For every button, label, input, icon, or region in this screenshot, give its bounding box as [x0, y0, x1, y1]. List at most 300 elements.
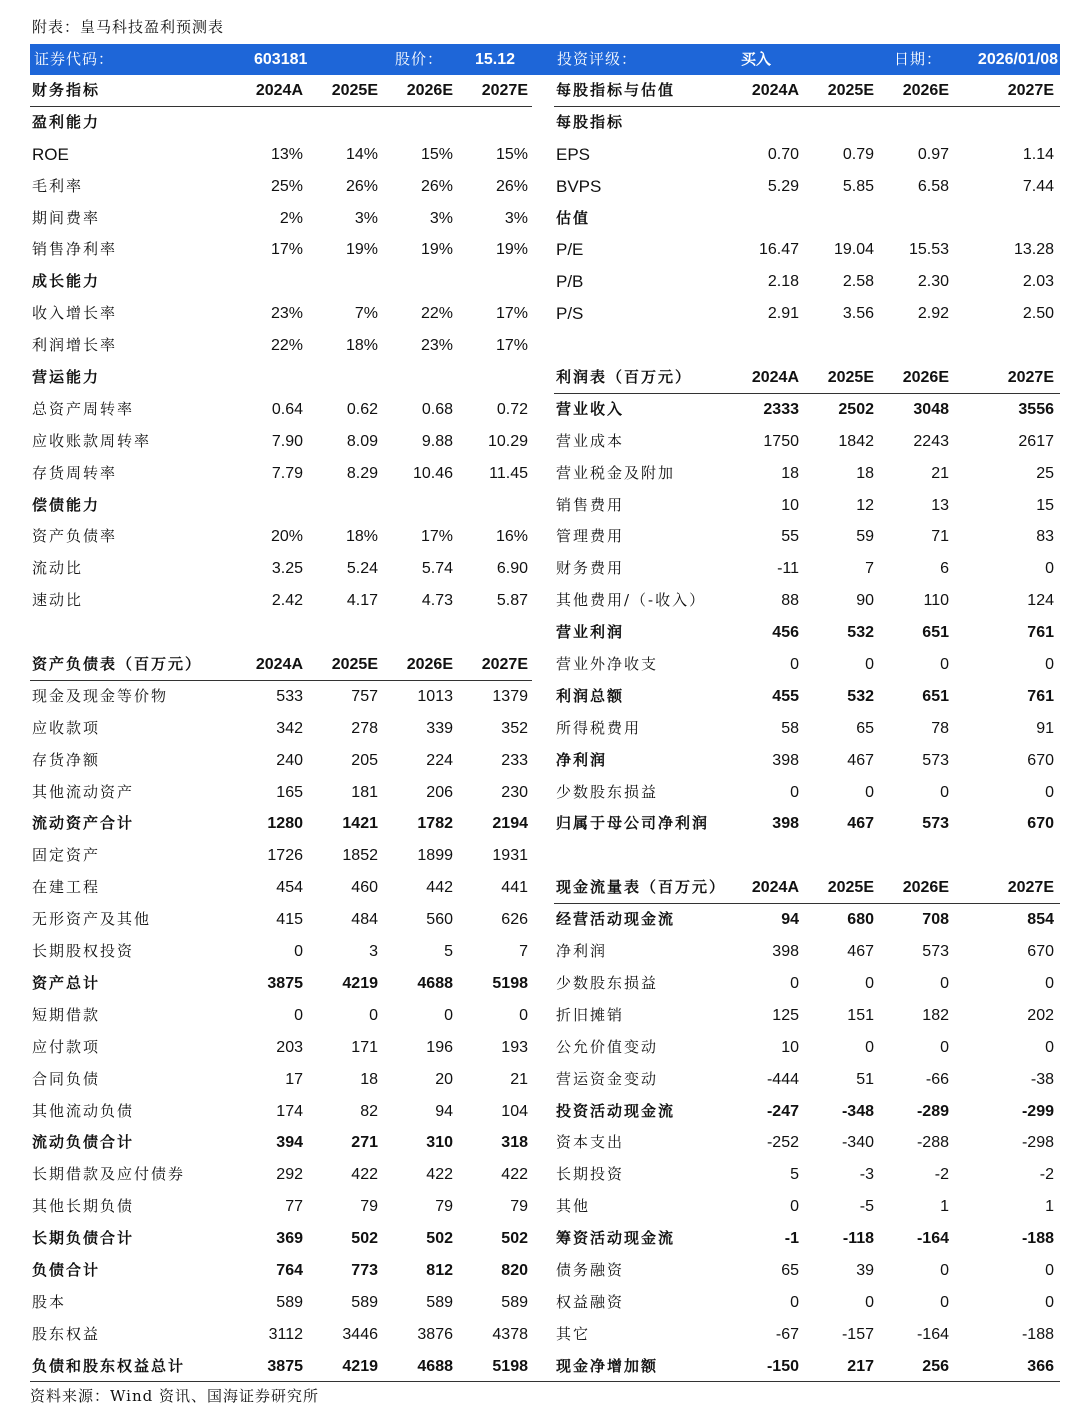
row-label: 折旧摊销 — [556, 1005, 625, 1024]
cell-value: 467 — [847, 943, 874, 961]
cell-value: 20% — [270, 528, 303, 546]
table-row — [554, 649, 1060, 681]
table-row — [554, 681, 1060, 713]
row-label: 营运能力 — [32, 368, 101, 387]
report-date: 2026/01/08 — [977, 51, 1058, 68]
cell-value: 532 — [847, 624, 874, 642]
table-row — [30, 840, 532, 872]
cell-value: 5.85 — [842, 177, 874, 195]
row-label: 财务指标 — [32, 81, 101, 99]
cell-value: 2025E — [827, 82, 874, 99]
cell-value: 9.88 — [421, 432, 453, 450]
table-row — [554, 1032, 1060, 1064]
cell-value: 91 — [1036, 719, 1054, 737]
cell-value: 5.74 — [421, 560, 453, 578]
cell-value: 65 — [856, 719, 874, 737]
cell-value: 3112 — [268, 1325, 303, 1343]
cell-value: 352 — [501, 719, 528, 737]
row-label: 财务费用 — [556, 559, 625, 578]
cell-value: 193 — [501, 1038, 528, 1056]
row-label: 速动比 — [32, 591, 84, 610]
table-row — [554, 1191, 1060, 1223]
cell-value: -2 — [934, 1166, 949, 1184]
table-row — [30, 777, 532, 809]
row-label: 公允价值变动 — [556, 1037, 659, 1056]
cell-value: -66 — [925, 1070, 949, 1088]
table-row — [30, 171, 532, 203]
section-heading — [30, 490, 532, 522]
cell-value: 670 — [1027, 815, 1054, 833]
table-row — [30, 1064, 532, 1096]
table-row — [554, 521, 1060, 553]
cell-value: -118 — [842, 1230, 874, 1248]
cell-value: 0 — [865, 1038, 874, 1056]
cell-value: 2.58 — [842, 273, 874, 291]
row-label: 现金流量表（百万元） — [556, 878, 727, 897]
row-label: 存货净额 — [32, 750, 101, 769]
cell-value: 7 — [865, 560, 874, 578]
table-row — [30, 203, 532, 235]
cell-value: 90 — [856, 592, 874, 610]
table-row — [30, 681, 532, 713]
row-label: 经营活动现金流 — [556, 910, 676, 929]
cell-value: 110 — [923, 592, 949, 610]
cell-value: -188 — [1021, 1230, 1054, 1248]
table-row — [30, 1351, 532, 1383]
table-row — [554, 713, 1060, 745]
cell-value: 502 — [426, 1230, 453, 1248]
cell-value: 151 — [847, 1006, 874, 1024]
cell-value: 17 — [285, 1070, 303, 1088]
cell-value: 94 — [781, 911, 799, 929]
row-label: 合同负债 — [32, 1069, 101, 1088]
row-label: 所得税费用 — [556, 718, 642, 737]
cell-value: 415 — [276, 911, 303, 929]
row-label: 管理费用 — [556, 527, 625, 546]
cell-value: 26% — [345, 177, 378, 195]
row-label: 销售费用 — [556, 495, 625, 514]
table-row — [30, 1223, 532, 1255]
row-label: 无形资产及其他 — [32, 910, 152, 929]
row-label: 净利润 — [556, 750, 608, 769]
source-note: 资料来源：Wind 资讯、国海证券研究所 — [30, 1381, 1060, 1406]
cell-value: 15 — [1036, 496, 1054, 514]
cell-value: 59 — [856, 528, 874, 546]
cell-value: 4.17 — [346, 592, 378, 610]
row-label: 营业利润 — [556, 623, 625, 642]
table-header-row — [554, 362, 1060, 394]
cell-value: 2026E — [902, 82, 949, 99]
cell-value: 25% — [270, 177, 303, 195]
cell-value: 0 — [1045, 1293, 1054, 1311]
cell-value: 1 — [940, 1198, 949, 1216]
table-row — [30, 426, 532, 458]
cell-value: 0 — [940, 656, 949, 674]
row-label: 股东权益 — [32, 1324, 101, 1343]
table-row — [30, 585, 532, 617]
cell-value: 19% — [420, 241, 453, 259]
table-row — [554, 139, 1060, 171]
cell-value: 0 — [790, 656, 799, 674]
stock-price: 15.12 — [475, 51, 516, 68]
row-label: 资本支出 — [556, 1133, 625, 1152]
cell-value: 71 — [931, 528, 949, 546]
table-row — [554, 1064, 1060, 1096]
cell-value: 181 — [351, 783, 378, 801]
cell-value: -38 — [1030, 1070, 1054, 1088]
cell-value: 19% — [345, 241, 378, 259]
cell-value: 342 — [276, 719, 303, 737]
cell-value: 589 — [351, 1293, 378, 1311]
cell-value: 589 — [276, 1293, 303, 1311]
cell-value: 0 — [1045, 656, 1054, 674]
cell-value: 78 — [931, 719, 949, 737]
cell-value: 11.45 — [489, 464, 528, 482]
section-heading — [554, 107, 1060, 139]
cell-value: 3875 — [267, 1357, 303, 1375]
cell-value: 1013 — [417, 687, 453, 705]
table-row — [554, 426, 1060, 458]
table-row — [30, 458, 532, 490]
cell-value: 17% — [270, 241, 303, 259]
table-row — [30, 1096, 532, 1128]
cell-value: -164 — [916, 1230, 949, 1248]
cell-value: 1379 — [492, 687, 528, 705]
cell-value: 18% — [345, 337, 378, 355]
cell-value: 4219 — [342, 1357, 378, 1375]
code-label: 证券代码： — [34, 50, 115, 68]
cell-value: 366 — [1027, 1357, 1054, 1375]
cell-value: 1726 — [267, 847, 303, 865]
cell-value: 206 — [426, 783, 453, 801]
cell-value: 3 — [369, 943, 378, 961]
cell-value: 16.47 — [758, 241, 799, 259]
cell-value: 708 — [922, 911, 949, 929]
cell-value: 573 — [922, 751, 949, 769]
cell-value: 2027E — [481, 82, 528, 99]
cell-value: 125 — [772, 1006, 799, 1024]
row-label: 总资产周转率 — [32, 399, 135, 418]
cell-value: 502 — [351, 1230, 378, 1248]
table-row — [554, 808, 1060, 840]
cell-value: 5198 — [492, 1357, 528, 1375]
table-row — [30, 904, 532, 936]
cell-value: 10 — [781, 496, 799, 514]
row-label: 筹资活动现金流 — [556, 1229, 676, 1248]
cell-value: 398 — [772, 751, 799, 769]
row-label: 每股指标与估值 — [556, 81, 676, 99]
cell-value: 2617 — [1018, 432, 1054, 450]
cell-value: 240 — [276, 751, 303, 769]
cell-value: 651 — [922, 687, 949, 705]
row-label: 营业外净收支 — [556, 655, 659, 674]
cell-value: -298 — [1021, 1134, 1054, 1152]
cell-value: 2.18 — [767, 273, 799, 291]
cell-value: 26% — [420, 177, 453, 195]
cell-value: 3.56 — [842, 305, 874, 323]
row-label: 债务融资 — [556, 1260, 625, 1279]
row-label: 利润表（百万元） — [556, 368, 693, 387]
cell-value: 25 — [1036, 464, 1054, 482]
cell-value: 21 — [510, 1070, 528, 1088]
cell-value: 6 — [940, 560, 949, 578]
row-label: 在建工程 — [32, 878, 101, 897]
cell-value: 22% — [420, 305, 453, 323]
cell-value: 55 — [781, 528, 799, 546]
row-label: 期间费率 — [32, 208, 101, 227]
cell-value: 230 — [501, 783, 528, 801]
cell-value: 0 — [790, 1293, 799, 1311]
cell-value: 454 — [276, 879, 303, 897]
cell-value: 51 — [856, 1070, 874, 1088]
cell-value: -150 — [766, 1357, 799, 1375]
cell-value: 0 — [1045, 1038, 1054, 1056]
cell-value: -340 — [841, 1134, 874, 1152]
cell-value: 533 — [276, 687, 303, 705]
cell-value: 0 — [865, 656, 874, 674]
cell-value: -1 — [784, 1230, 799, 1248]
row-label: 长期负债合计 — [32, 1229, 135, 1248]
table-row — [30, 968, 532, 1000]
cell-value: 5.24 — [346, 560, 378, 578]
cell-value: 7% — [354, 305, 378, 323]
cell-value: 292 — [276, 1166, 303, 1184]
cell-value: 79 — [435, 1198, 453, 1216]
row-label: 股本 — [32, 1292, 67, 1311]
cell-value: 16% — [495, 528, 528, 546]
cell-value: 278 — [351, 719, 378, 737]
table-row — [554, 553, 1060, 585]
row-label: 其他费用/（-收入） — [556, 591, 707, 610]
cell-value: 532 — [847, 687, 874, 705]
row-label: 流动资产合计 — [32, 814, 135, 833]
table-row — [554, 1287, 1060, 1319]
cell-value: 812 — [426, 1261, 453, 1279]
cell-value: 271 — [351, 1134, 378, 1152]
cell-value: 484 — [351, 911, 378, 929]
row-label: BVPS — [556, 176, 602, 196]
cell-value: 441 — [501, 879, 528, 897]
cell-value: -11 — [777, 560, 799, 578]
cell-value: 7.44 — [1022, 177, 1054, 195]
row-label: 利润增长率 — [32, 336, 118, 355]
cell-value: 1782 — [417, 815, 453, 833]
row-label: 盈利能力 — [32, 112, 101, 131]
cell-value: 0 — [940, 974, 949, 992]
row-label: 利润总额 — [556, 686, 625, 705]
row-label: 负债合计 — [32, 1260, 101, 1279]
table-row — [30, 521, 532, 553]
row-label: 营运资金变动 — [556, 1069, 659, 1088]
cell-value: 5.87 — [496, 592, 528, 610]
cell-value: 13% — [270, 145, 303, 163]
cell-value: 18 — [856, 464, 874, 482]
cell-value: 2026E — [406, 656, 453, 674]
left-table — [30, 75, 532, 1383]
cell-value: 670 — [1027, 751, 1054, 769]
cell-value: 0 — [1045, 783, 1054, 801]
cell-value: 196 — [426, 1038, 453, 1056]
cell-value: 761 — [1027, 624, 1054, 642]
cell-value: 0 — [865, 974, 874, 992]
table-row — [30, 936, 532, 968]
cell-value: 2027E — [481, 656, 528, 674]
table-row — [30, 1191, 532, 1223]
cell-value: 0.97 — [917, 145, 949, 163]
cell-value: 6.90 — [496, 560, 528, 578]
cell-value: 0.64 — [271, 400, 303, 418]
cell-value: 589 — [426, 1293, 453, 1311]
table-row — [554, 1000, 1060, 1032]
cell-value: 20 — [435, 1070, 453, 1088]
cell-value: 1280 — [267, 815, 303, 833]
cell-value: 467 — [847, 751, 874, 769]
cell-value: 202 — [1027, 1006, 1054, 1024]
section-heading — [30, 266, 532, 298]
cell-value: 2243 — [913, 432, 949, 450]
page-title: 附表：皇马科技盈利预测表 — [32, 18, 225, 36]
table-row — [554, 904, 1060, 936]
cell-value: 0 — [369, 1006, 378, 1024]
cell-value: 2027E — [1007, 369, 1054, 387]
cell-value: -348 — [841, 1102, 874, 1120]
table-row — [554, 298, 1060, 330]
date-label: 日期： — [894, 50, 943, 68]
row-label: 固定资产 — [32, 846, 101, 865]
cell-value: 13.28 — [1013, 241, 1054, 259]
cell-value: -444 — [766, 1070, 799, 1088]
cell-value: 2026E — [406, 82, 453, 99]
cell-value: 1750 — [763, 432, 799, 450]
table-row — [30, 234, 532, 266]
row-label: 应付款项 — [32, 1037, 101, 1056]
cell-value: 2024A — [751, 369, 799, 387]
table-row — [30, 1159, 532, 1191]
cell-value: 573 — [922, 815, 949, 833]
cell-value: 670 — [1027, 943, 1054, 961]
cell-value: 0.79 — [842, 145, 874, 163]
cell-value: 14% — [345, 145, 378, 163]
cell-value: 205 — [351, 751, 378, 769]
cell-value: 19% — [495, 241, 528, 259]
cell-value: 2025E — [331, 82, 378, 99]
cell-value: 398 — [772, 815, 799, 833]
cell-value: 22% — [270, 337, 303, 355]
row-label: 偿债能力 — [32, 495, 101, 514]
cell-value: 2502 — [838, 400, 874, 418]
cell-value: 17% — [495, 305, 528, 323]
row-label: 现金净增加额 — [556, 1356, 659, 1375]
table-row — [554, 458, 1060, 490]
cell-value: 1.14 — [1022, 145, 1054, 163]
row-label: 收入增长率 — [32, 304, 118, 323]
cell-value: 171 — [351, 1038, 378, 1056]
cell-value: 5 — [444, 943, 453, 961]
cell-value: 773 — [351, 1261, 378, 1279]
cell-value: 8.09 — [346, 432, 378, 450]
cell-value: -3 — [859, 1166, 874, 1184]
cell-value: 58 — [781, 719, 799, 737]
rating-value: 买入 — [741, 50, 772, 68]
cell-value: 310 — [426, 1134, 453, 1152]
cell-value: 7.90 — [271, 432, 303, 450]
cell-value: -288 — [916, 1134, 949, 1152]
cell-value: 573 — [922, 943, 949, 961]
summary-bar — [30, 44, 1060, 75]
cell-value: 3048 — [913, 400, 949, 418]
row-label: 其他流动负债 — [32, 1101, 135, 1120]
row-label: 流动负债合计 — [32, 1133, 135, 1152]
table-row — [30, 330, 532, 362]
cell-value: 13 — [931, 496, 949, 514]
cell-value: 23% — [270, 305, 303, 323]
row-label: 投资活动现金流 — [556, 1101, 676, 1120]
cell-value: -252 — [766, 1134, 799, 1152]
cell-value: 15.53 — [908, 241, 949, 259]
row-label: 应收账款周转率 — [32, 431, 152, 450]
table-row — [30, 745, 532, 777]
table-row — [554, 394, 1060, 426]
row-label: 成长能力 — [32, 272, 101, 291]
cell-value: 0 — [940, 1261, 949, 1279]
row-label: 存货周转率 — [32, 463, 118, 482]
cell-value: 18% — [345, 528, 378, 546]
cell-value: 83 — [1036, 528, 1054, 546]
cell-value: 3556 — [1018, 400, 1054, 418]
table-row — [30, 1287, 532, 1319]
cell-value: 2.03 — [1022, 273, 1054, 291]
row-label: 长期投资 — [556, 1165, 625, 1184]
cell-value: 2027E — [1007, 879, 1054, 897]
table-row — [554, 1223, 1060, 1255]
cell-value: 0.70 — [767, 145, 799, 163]
table-row — [30, 713, 532, 745]
cell-value: 10.46 — [412, 464, 453, 482]
cell-value: 0 — [1045, 974, 1054, 992]
cell-value: 17% — [420, 528, 453, 546]
cell-value: 1421 — [342, 815, 378, 833]
row-label: 资产总计 — [32, 973, 101, 992]
row-label: 长期股权投资 — [32, 942, 135, 961]
cell-value: 0 — [940, 1293, 949, 1311]
cell-value: 422 — [426, 1166, 453, 1184]
cell-value: 23% — [420, 337, 453, 355]
row-label: 短期借款 — [32, 1005, 101, 1024]
table-row — [554, 1255, 1060, 1287]
section-heading — [30, 362, 532, 394]
cell-value: 820 — [501, 1261, 528, 1279]
cell-value: -157 — [841, 1325, 874, 1343]
cell-value: 217 — [847, 1357, 874, 1375]
cell-value: 4219 — [342, 974, 378, 992]
right-table — [554, 75, 1060, 1383]
cell-value: 124 — [1027, 592, 1054, 610]
cell-value: 4688 — [417, 1357, 453, 1375]
cell-value: 77 — [285, 1198, 303, 1216]
table-row — [30, 872, 532, 904]
table-row — [554, 1319, 1060, 1351]
cell-value: 65 — [781, 1261, 799, 1279]
cell-value: 651 — [922, 624, 949, 642]
cell-value: 5.29 — [767, 177, 799, 195]
cell-value: 94 — [435, 1102, 453, 1120]
cell-value: 0.68 — [421, 400, 453, 418]
cell-value: 422 — [351, 1166, 378, 1184]
cell-value: 256 — [922, 1357, 949, 1375]
cell-value: 26% — [495, 177, 528, 195]
cell-value: 3875 — [267, 974, 303, 992]
row-label: 估值 — [556, 208, 591, 227]
